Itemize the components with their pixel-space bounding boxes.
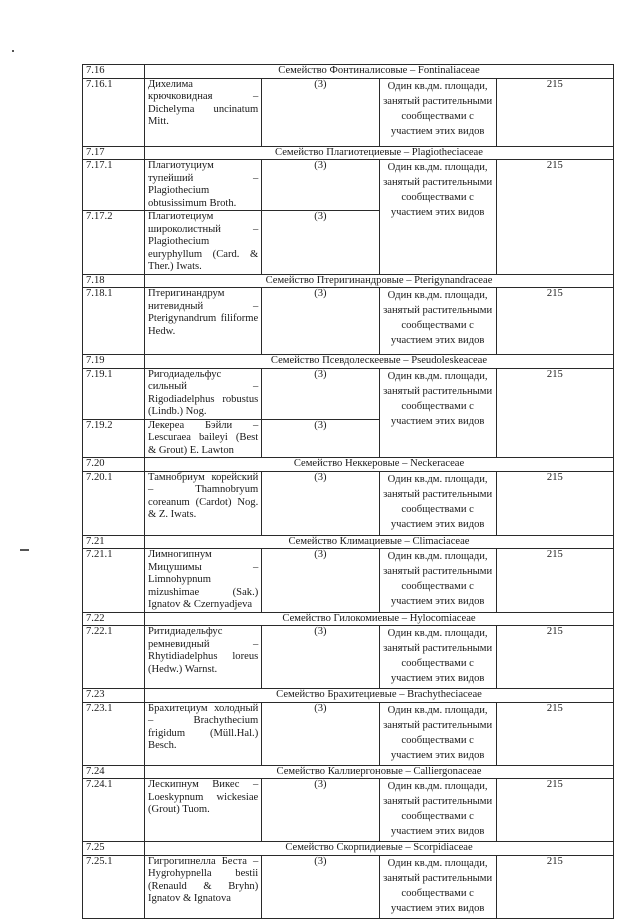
species-number: 7.23.1	[83, 702, 145, 765]
family-title: Семейство Птеригинандровые – Pterigynandraceae	[145, 274, 614, 288]
species-number: 7.17.1	[83, 160, 145, 211]
species-row	[83, 626, 614, 689]
family-number: 7.17	[83, 146, 145, 160]
family-number: 7.22	[83, 612, 145, 626]
species-name: Лекереа Бэйли – Lescuraea baileyi (Best & Grout) E. Lawton	[145, 419, 262, 458]
species-number: 7.16.1	[83, 78, 145, 146]
species-row	[83, 78, 614, 146]
criterion-text: Один кв.дм. площади, занятый растительными сообществами с участием этих видов	[379, 288, 496, 355]
family-row	[83, 458, 614, 472]
species-number: 7.22.1	[83, 626, 145, 689]
species-row	[83, 702, 614, 765]
family-row	[83, 355, 614, 369]
family-title: Семейство Фонтиналисовые – Fontinaliaceae	[145, 65, 614, 79]
family-row	[83, 274, 614, 288]
rate-value: 215	[496, 78, 613, 146]
family-number: 7.19	[83, 355, 145, 369]
family-number: 7.20	[83, 458, 145, 472]
species-name: Дихелима крючковидная – Dichelyma uncinatum Mitt.	[145, 78, 262, 146]
species-name: Плагиотуциум тупейший – Plagiothecium obtusissimum Broth.	[145, 160, 262, 211]
species-number: 7.21.1	[83, 549, 145, 613]
species-number: 7.18.1	[83, 288, 145, 355]
rate-value: 215	[496, 779, 613, 842]
family-row	[83, 765, 614, 779]
species-row	[83, 160, 614, 211]
status-category: (3)	[262, 626, 379, 689]
status-category: (3)	[262, 288, 379, 355]
status-category: (3)	[262, 549, 379, 613]
species-number: 7.24.1	[83, 779, 145, 842]
family-row	[83, 146, 614, 160]
species-row	[83, 288, 614, 355]
species-name: Ритидиадельфус ремневидный – Rhytidiadelphus loreus (Hedw.) Warnst.	[145, 626, 262, 689]
rate-value: 215	[496, 368, 613, 458]
species-row	[83, 779, 614, 842]
status-category: (3)	[262, 211, 379, 275]
family-number: 7.24	[83, 765, 145, 779]
family-number: 7.23	[83, 689, 145, 703]
species-name: Птеригинандрум нитевидный – Pterigynandrum filiforme Hedw.	[145, 288, 262, 355]
species-number: 7.19.1	[83, 368, 145, 419]
family-number: 7.25	[83, 842, 145, 856]
species-name: Плагиотециум широколистный – Plagiothecium euryphyllum (Card. & Ther.) Iwats.	[145, 211, 262, 275]
criterion-text: Один кв.дм. площади, занятый растительными сообществами с участием этих видов	[379, 626, 496, 689]
criterion-text: Один кв.дм. площади, занятый растительными сообществами с участием этих видов	[379, 368, 496, 458]
family-title: Семейство Неккеровые – Neckeraceae	[145, 458, 614, 472]
scan-dot	[12, 50, 14, 52]
rate-value: 215	[496, 549, 613, 613]
species-name: Брахитециум холодный – Brachythecium frigidum (Müll.Hal.) Besch.	[145, 702, 262, 765]
species-name: Тамнобриум корейский – Thamnobryum coreanum (Cardot) Nog. & Z. Iwats.	[145, 471, 262, 535]
species-row	[83, 471, 614, 535]
criterion-text: Один кв.дм. площади, занятый растительными сообществами с участием этих видов	[379, 78, 496, 146]
family-row	[83, 689, 614, 703]
family-number: 7.18	[83, 274, 145, 288]
status-category: (3)	[262, 779, 379, 842]
species-number: 7.25.1	[83, 855, 145, 918]
status-category: (3)	[262, 160, 379, 211]
species-row	[83, 549, 614, 613]
species-number: 7.17.2	[83, 211, 145, 275]
species-number: 7.20.1	[83, 471, 145, 535]
species-name: Ригодиадельфус сильный – Rigodiadelphus robustus (Lindb.) Nog.	[145, 368, 262, 419]
species-table-body	[83, 65, 614, 919]
species-row	[83, 368, 614, 419]
criterion-text: Один кв.дм. площади, занятый растительными сообществами с участием этих видов	[379, 702, 496, 765]
family-title: Семейство Гилокомиевые – Hylocomiaceae	[145, 612, 614, 626]
criterion-text: Один кв.дм. площади, занятый растительными сообществами с участием этих видов	[379, 855, 496, 918]
criterion-text: Один кв.дм. площади, занятый растительными сообществами с участием этих видов	[379, 471, 496, 535]
family-row	[83, 65, 614, 79]
family-row	[83, 535, 614, 549]
rate-value: 215	[496, 471, 613, 535]
criterion-text: Один кв.дм. площади, занятый растительными сообществами с участием этих видов	[379, 779, 496, 842]
rate-value: 215	[496, 855, 613, 918]
species-name: Лескипнум Викес – Loeskypnum wickesiae (Grout) Tuom.	[145, 779, 262, 842]
species-row	[83, 855, 614, 918]
status-category: (3)	[262, 78, 379, 146]
species-name: Лимногипнум Мицушимы – Limnohypnum mizushimae (Sak.) Ignatov & Czernyadjeva	[145, 549, 262, 613]
criterion-text: Один кв.дм. площади, занятый растительными сообществами с участием этих видов	[379, 160, 496, 275]
rate-value: 215	[496, 702, 613, 765]
family-title: Семейство Климациевые – Climaciaceae	[145, 535, 614, 549]
family-row	[83, 612, 614, 626]
family-number: 7.16	[83, 65, 145, 79]
rate-value: 215	[496, 626, 613, 689]
family-title: Семейство Каллиергоновые – Calliergonaceae	[145, 765, 614, 779]
family-title: Семейство Скорпидиевые – Scorpidiaceae	[145, 842, 614, 856]
status-category: (3)	[262, 702, 379, 765]
status-category: (3)	[262, 471, 379, 535]
status-category: (3)	[262, 419, 379, 458]
family-title: Семейство Плагиотециевые – Plagiotheciaceae	[145, 146, 614, 160]
species-name: Гигрогипнелла Беста – Hygrohypnella bestii (Renauld & Bryhn) Ignatov & Ignatova	[145, 855, 262, 918]
scan-mark	[20, 549, 29, 551]
species-number: 7.19.2	[83, 419, 145, 458]
family-title: Семейство Брахитециевые – Brachytheciaceae	[145, 689, 614, 703]
species-table	[82, 64, 614, 919]
status-category: (3)	[262, 855, 379, 918]
rate-value: 215	[496, 288, 613, 355]
family-row	[83, 842, 614, 856]
criterion-text: Один кв.дм. площади, занятый растительными сообществами с участием этих видов	[379, 549, 496, 613]
family-number: 7.21	[83, 535, 145, 549]
status-category: (3)	[262, 368, 379, 419]
family-title: Семейство Псевдолескеевые – Pseudoleskeaceae	[145, 355, 614, 369]
rate-value: 215	[496, 160, 613, 275]
